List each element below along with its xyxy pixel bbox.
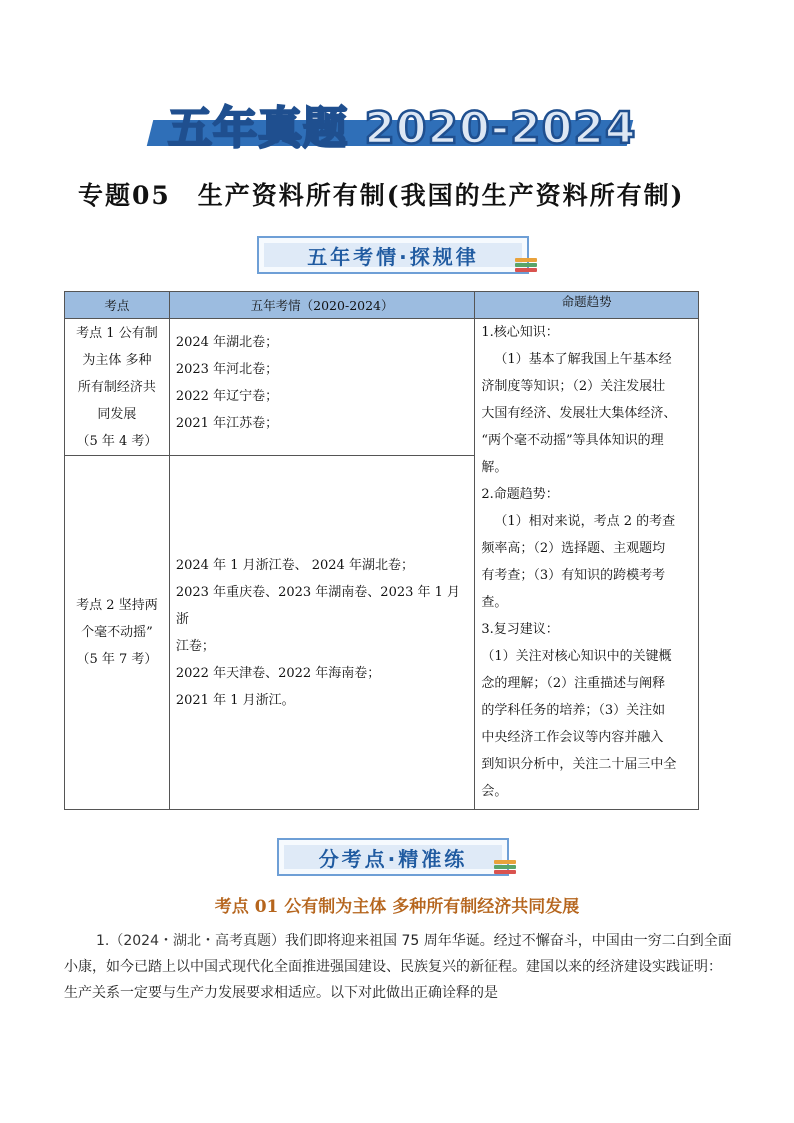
point-line: （5 年 4 考） — [76, 433, 158, 449]
exam-line: 江卷； — [175, 638, 215, 654]
trend-line: “两个毫不动摇”等具体知识的理 — [481, 433, 664, 448]
exams-cell-1 — [169, 319, 474, 456]
point-line: 为主体 多种 — [82, 352, 152, 368]
trend-line: 到知识分析中，关注二十届三中全 — [481, 757, 677, 772]
point-cell-1 — [65, 319, 170, 456]
banner-title: 五年真题 2020-2024 — [168, 103, 637, 154]
knowledge-point-heading: 考点 01 公有制为主体 多种所有制经济共同发展 — [214, 897, 580, 917]
trend-line: 会。 — [481, 784, 508, 799]
point-line: 考点 1 公有制 — [76, 325, 158, 341]
trend-line: 3.复习建议： — [481, 622, 559, 637]
point-line: 同发展 — [97, 406, 137, 422]
exam-line: 2022 年辽宁卷； — [175, 389, 279, 404]
section-badge-label: 五年考情·探规律 — [264, 243, 522, 267]
point-line: 个毫不动摇” — [81, 625, 153, 640]
question-text: 我们即将迎来祖国 75 周年华诞。经过不懈奋斗，中国由一穷二白到全面小康，如今已踏上以中国式现代化全面推进强国建设、民族复兴的新征程。建国以来的经济建设实践证明：生产关系一定要与生产力发展要求相适应。以下对此做出正确诠释的是 — [64, 933, 732, 1001]
books-icon — [494, 860, 516, 876]
trend-line: 中央经济工作会议等内容并融入 — [481, 730, 664, 745]
exam-line: 2021 年江苏卷； — [175, 416, 279, 431]
section-badge-trends — [257, 236, 529, 274]
trend-line: 有考查；（3）有知识的跨模考考 — [481, 568, 666, 583]
year-banner — [150, 92, 640, 156]
trend-line: 查。 — [481, 595, 508, 610]
exam-overview-table — [64, 291, 699, 810]
question-1 — [64, 928, 732, 1006]
trend-line: 频率高；（2）选择题、主观题均 — [481, 541, 666, 556]
exam-line: 2023 年河北卷； — [175, 362, 279, 377]
point-line: （5 年 7 考） — [76, 652, 158, 667]
exams-cell-2 — [169, 456, 474, 810]
header-exams: 五年考情（2020-2024） — [169, 292, 474, 319]
books-icon — [515, 258, 537, 274]
trend-line: 大国有经济、发展壮大集体经济、 — [481, 406, 677, 421]
exam-line: 2024 年湖北卷； — [175, 335, 279, 350]
trend-line: （1）基本了解我国上午基本经 — [494, 352, 672, 367]
topic-title: 专题05 生产资料所有制(我国的生产资料所有制) — [78, 181, 685, 210]
exam-line: 2024 年 1 月浙江卷、 2024 年湖北卷； — [175, 557, 414, 573]
trend-line: 解。 — [481, 460, 508, 475]
trend-line: 济制度等知识；（2）关注发展壮 — [481, 379, 666, 394]
point-line: 考点 2 坚持两 — [76, 598, 158, 613]
trend-line: 念的理解；（2）注重描述与阐释 — [481, 676, 666, 691]
exam-line: 2022 年天津卷、2022 年海南卷； — [175, 665, 381, 681]
header-point: 考点 — [65, 292, 170, 319]
point-line: 所有制经济共 — [77, 379, 156, 395]
trend-line: 2.命题趋势： — [481, 487, 559, 502]
trend-cell — [475, 319, 699, 810]
trend-line: 的学科任务的培养；（3）关注如 — [481, 703, 666, 718]
trend-line: （1）关注对核心知识中的关键概 — [481, 649, 672, 664]
point-cell-2 — [65, 456, 170, 810]
exam-line: 2023 年重庆卷、2023 年湖南卷、2023 年 1 月浙 — [175, 584, 461, 627]
section-badge-label: 分考点·精准练 — [284, 845, 502, 869]
trend-line: 1.核心知识： — [481, 325, 559, 340]
section-badge-practice — [277, 838, 509, 876]
table-header-row — [65, 292, 699, 319]
question-source: 1.（2024・湖北・高考真题） — [96, 933, 285, 949]
trend-line: （1）相对来说，考点 2 的考查 — [494, 514, 676, 529]
header-trend: 命题趋势 — [475, 292, 699, 319]
exam-line: 2021 年 1 月浙江。 — [175, 692, 295, 708]
table-row — [65, 319, 699, 456]
